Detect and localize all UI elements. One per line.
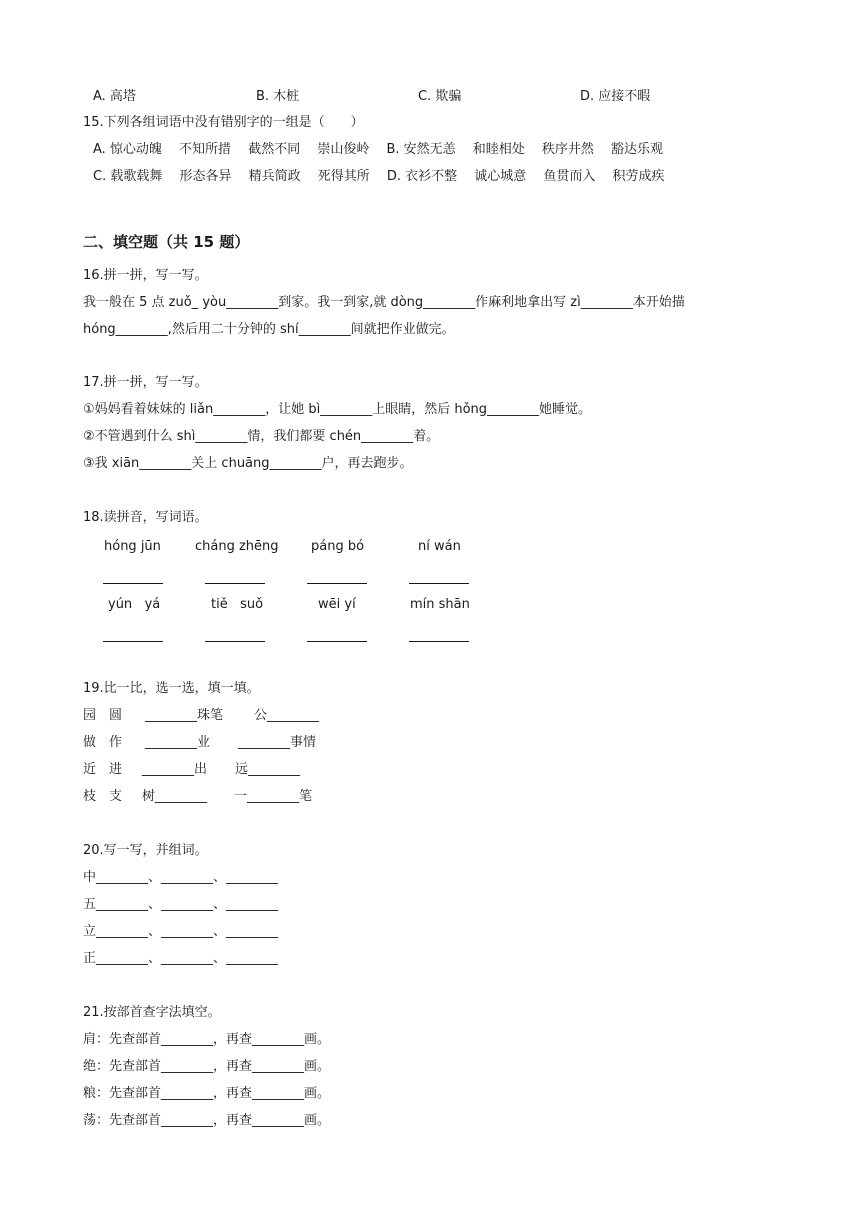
q18-pinyin: ní wán — [418, 539, 461, 554]
q20-row: 中________、________、________ — [83, 870, 279, 885]
q18-pinyin: páng bó — [311, 539, 365, 554]
q15-stem: 15.下列各组词语中没有错别字的一组是（ ） — [83, 115, 364, 130]
answer-blank[interactable] — [205, 641, 265, 642]
q18-pinyin: tiě suǒ — [211, 597, 264, 612]
q19-fill: 树________ — [142, 789, 208, 804]
q19-fill: 公________ — [254, 708, 320, 723]
q14-option-d: D. 应接不暇 — [580, 89, 651, 104]
q17-line1: ①妈妈看着妹妹的 liǎn________，让她 bì________上眼睛，然后 hǒng________她睡觉。 — [83, 402, 592, 417]
q19-char-pair: 做 作 — [83, 735, 123, 750]
q14-option-a: A. 高塔 — [93, 89, 136, 104]
q21-row: 荡：先查部首________，再查________画。 — [83, 1113, 331, 1128]
answer-blank[interactable] — [103, 641, 163, 642]
q21-row: 绝：先查部首________，再查________画。 — [83, 1059, 331, 1074]
q19-fill: ________业 — [145, 735, 211, 750]
q19-fill: ________出 — [142, 762, 208, 777]
q14-option-c: C. 欺骗 — [418, 89, 462, 104]
answer-blank[interactable] — [409, 641, 469, 642]
q18-pinyin: yún yá — [108, 597, 161, 612]
q21-title: 21.按部首查字法填空。 — [83, 1005, 221, 1020]
q19-char-pair: 枝 支 — [83, 789, 123, 804]
q20-title: 20.写一写，并组词。 — [83, 843, 208, 858]
q18-pinyin: wēi yí — [318, 597, 356, 612]
q17-title: 17.拼一拼，写一写。 — [83, 375, 208, 390]
q19-char-pair: 近 进 — [83, 762, 123, 777]
q19-fill: ________珠笔 — [145, 708, 224, 723]
q15-options-row2: C. 载歌载舞 形态各异 精兵简政 死得其所 D. 衣衫不整 诚心城意 鱼贯而入 积劳成疾 — [93, 169, 665, 184]
q19-fill: 一________笔 — [234, 789, 313, 804]
answer-blank[interactable] — [307, 583, 367, 584]
q19-char-pair: 园 圆 — [83, 708, 123, 723]
q21-row: 粮：先查部首________，再查________画。 — [83, 1086, 331, 1101]
q18-title: 18.读拼音，写词语。 — [83, 510, 208, 525]
q19-title: 19.比一比，选一选，填一填。 — [83, 681, 260, 696]
answer-blank[interactable] — [307, 641, 367, 642]
q19-fill: 远________ — [235, 762, 301, 777]
q16-title: 16.拼一拼，写一写。 — [83, 268, 208, 283]
answer-blank[interactable] — [205, 583, 265, 584]
q20-row: 五________、________、________ — [83, 897, 279, 912]
q18-pinyin: mín shān — [410, 597, 470, 612]
q17-line2: ②不管遇到什么 shì________情，我们都要 chén________着。 — [83, 429, 440, 444]
answer-blank[interactable] — [409, 583, 469, 584]
section-heading: 二、填空题（共 15 题） — [83, 233, 250, 251]
q16-line1: 我一般在 5 点 zuǒ_ yòu________到家。我一到家,就 dòng________作麻利地拿出写 zì________本开始描 — [83, 295, 685, 310]
q17-line3: ③我 xiān________关上 chuāng________户，再去跑步。 — [83, 456, 413, 471]
q15-options-row1: A. 惊心动魄 不知所措 截然不同 崇山俊岭 B. 安然无恙 和睦相处 秩序井然 豁达乐观 — [93, 142, 664, 157]
q14-option-b: B. 木桩 — [256, 89, 300, 104]
q16-line2: hóng________,然后用二十分钟的 shí________间就把作业做完。 — [83, 322, 455, 337]
q20-row: 正________、________、________ — [83, 951, 279, 966]
q18-pinyin: hóng jūn — [104, 539, 161, 554]
answer-blank[interactable] — [103, 583, 163, 584]
q19-fill: ________事情 — [238, 735, 317, 750]
q21-row: 肩：先查部首________，再查________画。 — [83, 1032, 331, 1047]
q18-pinyin: cháng zhēng — [195, 539, 279, 554]
q20-row: 立________、________、________ — [83, 924, 279, 939]
